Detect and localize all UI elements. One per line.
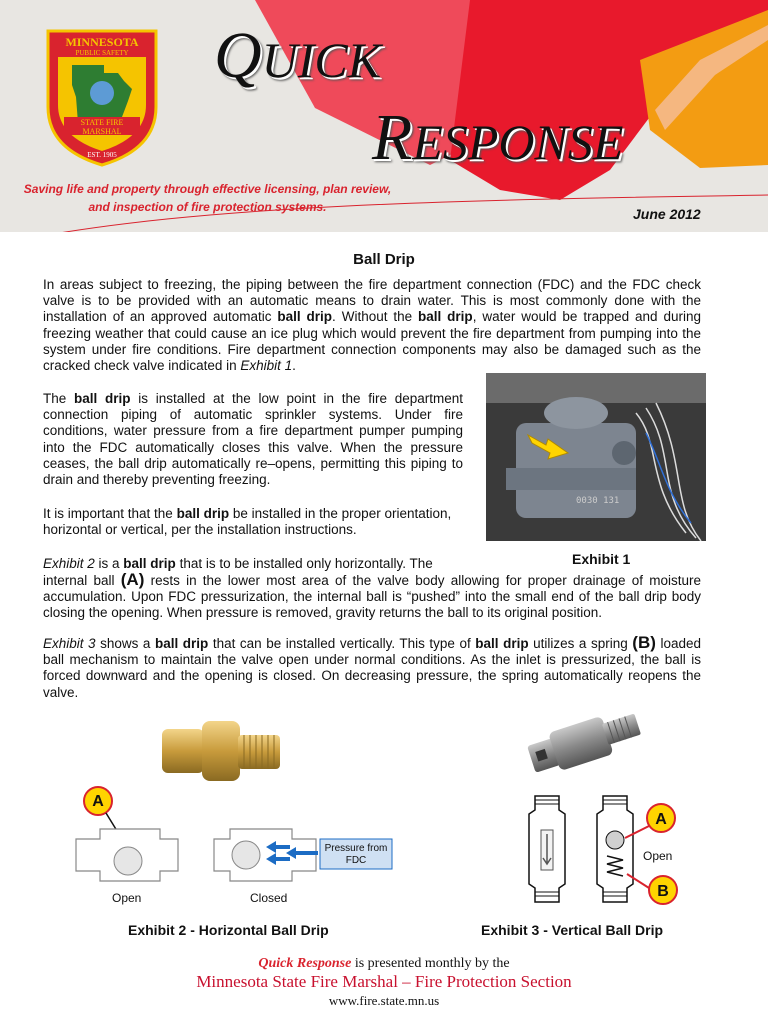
pressure-label-line1: Pressure from [324,843,388,854]
footer-website-link[interactable]: www.fire.state.mn.us [328,993,440,1008]
tagline: Saving life and property through effective licensing, plan review, and inspection of fire protection systems. [23,182,392,214]
badge-line5: EST. 1905 [87,151,117,159]
title-response: RESPONSE [372,101,624,174]
pressure-label-line2: FDC [345,855,367,866]
open-label-vertical: Open [643,849,673,863]
article-heading: Ball Drip [353,251,415,268]
title-quick: QUICK [214,19,382,92]
label-b-vertical: B [657,883,669,900]
paragraph-4-first-line: Exhibit 2 is a ball drip that is to be installed only horizontally. The [43,556,433,571]
paragraph-4: internal ball (A) rests in the lower most area of the valve body allowing for proper drainage of moisture accumulation. Upon FDC pressurization, the internal ball is “pushed” into the small end of the ball drip body closing the opening. When pressure is removed, gravity returns the ball to its original position. [43,570,701,621]
paragraph-5: Exhibit 3 shows a ball drip that can be installed vertically. This type of ball drip utilizes a spring (B) loaded ball mechanism to maintain the valve open under normal conditions. As the inlet is pressurized, the ball is forced downward and the opening is closed. On decreasing pressure, the spring automatically reopens the valve. [43,633,701,700]
state-fire-marshal-badge [44,27,160,169]
paragraph-3: It is important that the ball drip be installed in the proper orientation, horizontal or vertical, per the installation instructions. [43,506,452,538]
badge-line1: MINNESOTA [65,35,139,49]
paragraph-1: In areas subject to freezing, the piping between the fire department connection (FDC) and the FDC check valve is to be provided with an automatic means to drain water. This is most commonly done with the installation of an approved automatic ball drip. Without the ball drip, water would be trapped and during freezing weather that could cause an ice plug which would prevent the fire department from pumping into the system under fire conditions. Fire department connection components may also be damaged such as the cracked check valve indicated in Exhibit 1. [43,277,701,374]
exhibit-1-stamp: 0030 131 [576,496,620,506]
closed-label: Closed [250,891,288,905]
exhibit-3-vertical-fitting [520,700,650,780]
issue-date: June 2012 [633,206,701,222]
footer-presented-by: Quick Response is presented monthly by the [258,956,510,971]
badge-line2: PUBLIC SAFETY [75,49,129,57]
paragraph-2: The ball drip is installed at the low point in the fire department connection piping of automatic sprinkler systems. Under fire conditions, water pressure from a fire department pumper pumping into the FDC automatically closes this valve. When the pressure ceases, the ball drip automatically re–opens, permitting this piping to drain and thereby preventing freezing. [43,391,463,488]
label-a-vertical: A [655,811,667,828]
open-label: Open [112,891,142,905]
header-banner [0,0,768,232]
exhibit-2-diagram [70,785,410,885]
footer-organization: Minnesota State Fire Marshal – Fire Protection Section [196,972,572,991]
exhibit-2-brass-fitting [158,715,288,795]
exhibit-2-caption: Exhibit 2 - Horizontal Ball Drip [128,922,329,938]
exhibit-3-caption: Exhibit 3 - Vertical Ball Drip [481,922,664,938]
exhibit-1-photo [486,373,706,541]
badge-line4: MARSHAL [82,127,122,136]
badge-line3: STATE FIRE [80,118,124,127]
exhibit-1-caption: Exhibit 1 [572,551,631,567]
label-a-horizontal: A [92,793,104,810]
